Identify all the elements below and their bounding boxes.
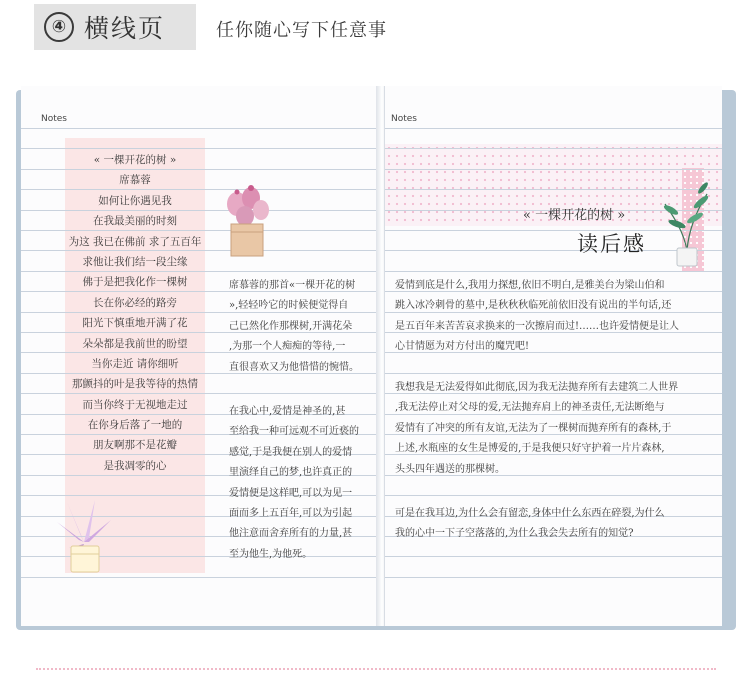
text-line: 己已然化作那棵树,开满花朵 xyxy=(229,320,353,332)
text-line: 在你身后落了一地的 xyxy=(87,419,183,432)
ruled-line xyxy=(385,271,722,272)
text-line: 爱情有了冲突的所有友谊,无法为了一棵树而抛弃所有的森林,于 xyxy=(395,422,672,434)
ruled-line xyxy=(385,148,722,149)
right-page xyxy=(384,86,722,626)
text-line: 求他让我们结一段尘缘 xyxy=(82,255,188,268)
text-line: 当你走近 请你细听 xyxy=(91,357,179,370)
potted-plant-sticker-icon xyxy=(663,180,711,270)
text-line: 我想我是无法爱得如此彻底,因为我无法抛弃所有去建筑二人世界 xyxy=(395,382,679,393)
ruled-line xyxy=(21,128,378,129)
review-paragraph-3 xyxy=(395,504,665,545)
poem-text xyxy=(65,150,205,476)
text-line: ,我无法停止对父母的爱,无法抛弃肩上的神圣责任,无法断绝与 xyxy=(395,402,665,414)
cactus-sticker-icon xyxy=(217,182,277,262)
section-number: ④ xyxy=(44,12,74,42)
text-line: 跳入冰冷刺骨的墓中,是秋秋秋临死前依旧没有说出的半句话,还 xyxy=(395,300,672,312)
text-line: 直很喜欢又为他惜惜的惋惜。 xyxy=(229,361,359,373)
text-line: 而当你终于无视地走过 xyxy=(82,398,188,411)
text-line: « 一棵开花的树 » xyxy=(93,154,177,166)
text-line: 在我最美丽的时刻 xyxy=(93,215,177,228)
text-line: 可是在我耳边,为什么会有留恋,身体中什么东西在碎裂,为什么 xyxy=(395,508,665,519)
text-line: 我的心中一下子空落落的,为什么我会失去所有的知觉? xyxy=(395,528,634,540)
open-notebook xyxy=(14,86,736,630)
text-line: 为这 我已在佛前 求了五百年 xyxy=(68,235,202,248)
right-notes-label: Notes xyxy=(391,114,417,124)
ruled-line xyxy=(385,495,722,496)
ruled-line xyxy=(385,577,722,578)
note-paragraph-1 xyxy=(229,276,359,378)
text-line: 感觉,于是我便在别人的爱情 xyxy=(229,446,353,458)
ruled-line xyxy=(385,169,722,170)
review-paragraph-1 xyxy=(395,276,679,358)
book-title: « 一棵开花的树 » xyxy=(523,208,626,223)
text-line: 佛于是把我化作一棵树 xyxy=(82,276,188,289)
text-line: »,轻轻吟它的时候便觉得自 xyxy=(229,300,349,312)
text-line: 那颤抖的叶是我等待的热情 xyxy=(72,378,198,391)
text-line: 至为他生,为他死。 xyxy=(229,548,313,560)
text-line: 头头四年遇送的那棵树。 xyxy=(395,463,505,475)
text-line: 长在你必经的路旁 xyxy=(93,296,177,309)
text-line: 是五百年来苦苦哀求换来的一次擦肩而过!……也许爱情便是让人 xyxy=(395,320,680,332)
ruled-line xyxy=(385,556,722,557)
text-line: 朵朵都是我前世的盼望 xyxy=(82,337,188,350)
section-title: 横线页 xyxy=(84,14,166,43)
text-line: 如何让你遇见我 xyxy=(98,194,172,207)
section-badge xyxy=(34,4,196,50)
section-subtitle: 任你随心写下任意事 xyxy=(216,20,387,41)
left-page xyxy=(21,86,379,626)
review-title: 读后感 xyxy=(577,232,646,256)
text-line: 里演绎自己的梦,也许真正的 xyxy=(229,467,353,479)
text-line: 上述,水瓶座的女生是博爱的,于是我便只好守护着一片片森林, xyxy=(395,443,665,455)
text-line: 爱情便是这样吧,可以为见一 xyxy=(229,487,353,499)
text-line: 是我凋零的心 xyxy=(103,459,167,472)
text-line: 面而多上五百年,可以为引起 xyxy=(229,507,353,519)
text-line: ,为那一个人痴痴的等待,一 xyxy=(229,341,346,353)
ruled-line xyxy=(385,128,722,129)
left-notes-label: Notes xyxy=(41,114,67,124)
text-line: 朋友啊那不是花瓣 xyxy=(93,439,177,452)
text-line: 爱情到底是什么,我用力探想,依旧不明白,是雅美台为梁山伯和 xyxy=(395,280,665,291)
text-line: 阳光下慎重地开满了花 xyxy=(82,317,188,330)
note-paragraph-2 xyxy=(229,402,359,565)
succulent-pot-sticker-icon xyxy=(49,496,119,578)
text-line: 至给我一种可远观不可近亵的 xyxy=(229,426,359,438)
bottom-dotted-divider xyxy=(36,668,716,670)
text-line: 席慕蓉的那首«一棵开花的树 xyxy=(229,280,356,291)
text-line: 他注意而舍弃所有的力量,甚 xyxy=(229,528,353,540)
review-paragraph-2 xyxy=(395,378,678,480)
text-line: 心甘情愿为对方付出的魔咒吧! xyxy=(395,341,530,353)
text-line: 席慕蓉 xyxy=(119,174,151,187)
ruled-line xyxy=(385,373,722,374)
text-line: 在我心中,爱情是神圣的,甚 xyxy=(229,406,346,417)
